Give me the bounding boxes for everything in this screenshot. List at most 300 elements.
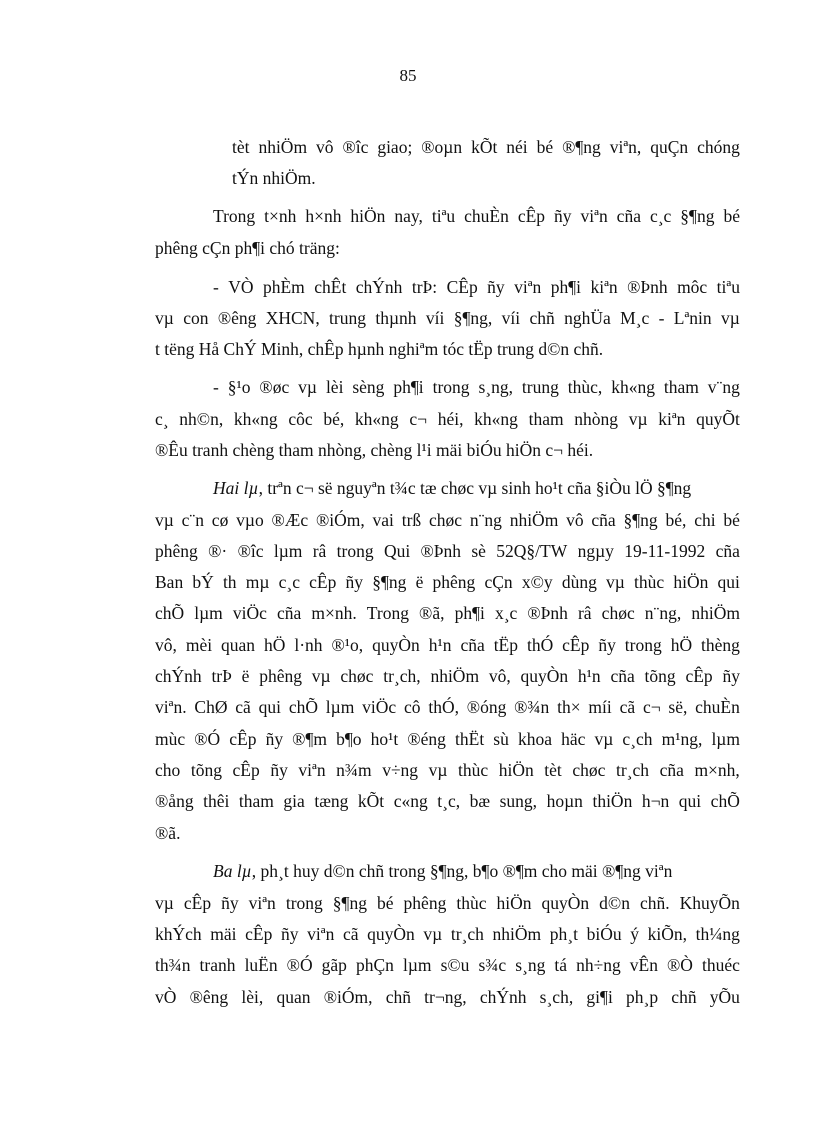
word: m¹ng, <box>661 729 703 749</box>
text-line: t tëng Hå ChÝ Minh, chÊp hµnh nghiªm tóc tËp trung d©n chñ. <box>155 339 604 359</box>
word: sè <box>471 541 486 561</box>
text-line <box>155 728 740 750</box>
word: 19-11-1992 <box>624 541 706 561</box>
word: ®éng <box>407 729 446 749</box>
word: tranh <box>199 955 236 975</box>
word: th× <box>557 697 581 717</box>
word: §¶ng <box>680 206 715 226</box>
word: ë <box>241 666 250 686</box>
word: vµ <box>298 377 318 397</box>
word: vµo <box>236 510 264 530</box>
word: lèi <box>325 377 344 397</box>
word: ho¹t <box>370 729 399 749</box>
word: th¼ng <box>695 924 740 944</box>
word: cÊp <box>232 760 260 780</box>
word: hiÖn <box>350 206 386 226</box>
word: râ <box>312 541 327 561</box>
word: kiªn <box>658 409 686 429</box>
word: m×nh. <box>311 603 357 623</box>
word: chuÈn <box>695 697 740 717</box>
word: ®Þnh <box>527 603 568 623</box>
word: thùc, <box>567 377 603 397</box>
word: Trong <box>213 206 256 226</box>
word: lµm <box>711 729 740 749</box>
word: §¶ng, <box>453 308 493 328</box>
word: c¸ch <box>622 729 653 749</box>
word: lµm <box>273 541 303 561</box>
word: §¶ng <box>372 572 407 592</box>
word: së, <box>668 697 688 717</box>
word: kh«ng <box>233 409 278 429</box>
word: vµ <box>606 572 625 592</box>
word: bé <box>377 893 394 913</box>
word: mèi <box>185 635 213 655</box>
word: tr¸ch, <box>383 666 421 686</box>
word: n¾m <box>336 760 372 780</box>
word: quyÒn <box>520 666 569 686</box>
word: cÊp <box>562 635 590 655</box>
text-line <box>155 602 740 624</box>
word: môc <box>677 277 708 297</box>
word: VÒ <box>228 277 254 297</box>
text-line-rest: , trªn c¬ së nguyªn t¾c tæ chøc vµ sinh ho¹t cña §iÒu lÖ §¶ng <box>258 478 692 498</box>
word: hiÖn <box>673 572 709 592</box>
word: vµ <box>155 308 174 328</box>
text-line <box>155 540 740 562</box>
word: tiªu <box>431 206 456 226</box>
word: trong <box>624 635 662 655</box>
word: h¹n <box>428 635 452 655</box>
word: khoa <box>517 729 552 749</box>
word: thèng <box>701 635 740 655</box>
word: mùc <box>155 729 186 749</box>
word: §¶ng <box>332 893 367 913</box>
word: ®Ò <box>667 955 693 975</box>
word: - <box>658 308 665 328</box>
word: gi¶i <box>586 987 613 1007</box>
word: nh÷ng <box>576 955 621 975</box>
word: bé, <box>665 510 687 530</box>
word: chñ <box>529 308 555 328</box>
word: ngµy <box>577 541 614 561</box>
word: qui <box>678 791 702 811</box>
word: vµ <box>428 760 448 780</box>
text-line <box>213 276 740 298</box>
word: ñy <box>722 666 740 686</box>
word: quÇn <box>650 137 689 157</box>
word: tõng <box>190 760 222 780</box>
word: phÇn <box>355 955 394 975</box>
word: cña <box>276 603 302 623</box>
word: - <box>213 377 219 397</box>
word: cÊp <box>245 924 273 944</box>
word: cÊp <box>517 206 546 226</box>
word: tõng <box>644 666 676 686</box>
word: ph¶i <box>550 277 582 297</box>
word: viÖc <box>362 697 397 717</box>
word: t×nh <box>264 206 297 226</box>
word: bé <box>723 206 740 226</box>
word: ®îc <box>237 541 264 561</box>
text-line: tÝn nhiÖm. <box>232 168 316 188</box>
word: s¾c <box>478 955 507 975</box>
word: cÊp <box>685 666 713 686</box>
word: cña <box>610 666 635 686</box>
word: quyÕt <box>696 409 740 429</box>
word: ph¶i <box>393 377 424 397</box>
word: ñy <box>598 635 616 655</box>
word: vµ <box>155 893 174 913</box>
word: ®oµn <box>421 137 463 157</box>
word: kÕt <box>471 137 498 157</box>
text-line <box>213 205 740 227</box>
word: s©u <box>440 955 470 975</box>
text-line <box>155 759 740 781</box>
word: h×nh <box>305 206 342 226</box>
word: ñy <box>487 277 505 297</box>
word: chuÈn <box>464 206 509 226</box>
word: ph¸t <box>549 924 578 944</box>
word: ®Ó <box>286 955 313 975</box>
word: x©y <box>521 572 553 592</box>
word: ®¾n <box>514 697 550 717</box>
text-line <box>155 986 740 1008</box>
word: ñy <box>265 729 284 749</box>
word: trÞ <box>211 666 232 686</box>
word: ®îc <box>342 137 369 157</box>
word: vµ <box>155 510 174 530</box>
word: quan <box>276 987 311 1007</box>
word: chÝnh <box>479 987 527 1007</box>
lead-phrase: Ba lµ <box>213 861 252 881</box>
word: phÈm <box>262 277 305 297</box>
word: trß <box>401 510 422 530</box>
word: ñy <box>221 893 239 913</box>
word: vµ <box>720 308 740 328</box>
word: thiÖn <box>592 791 633 811</box>
word: b¶o <box>336 729 362 749</box>
word: phêng <box>403 893 447 913</box>
word: s¸ng, <box>478 377 513 397</box>
word: ®iÓm, <box>323 987 373 1007</box>
word: vÒ <box>155 987 177 1007</box>
word: kh«ng <box>611 377 655 397</box>
word: Trong <box>366 603 409 623</box>
word: nhiÖm <box>509 510 559 530</box>
word: s¸ch, <box>539 987 574 1007</box>
word: tiªu <box>716 277 740 297</box>
word: hiÖn <box>498 760 534 780</box>
word: ®ång <box>155 791 194 811</box>
word: thùc <box>458 760 489 780</box>
word: víi <box>501 308 521 328</box>
word: v÷ng <box>382 760 419 780</box>
word: Lªnin <box>673 308 712 328</box>
word: chøc <box>428 510 463 530</box>
word: c¬ <box>409 409 427 429</box>
word: thÓ, <box>428 697 459 717</box>
word: häc <box>561 729 586 749</box>
word: râ <box>577 603 592 623</box>
word: hiÖn <box>496 893 532 913</box>
word: tr¸ch <box>450 924 484 944</box>
word: ®ã, <box>419 603 445 623</box>
word: tæng <box>314 791 349 811</box>
word: giao; <box>377 137 413 157</box>
word: n¨ng, <box>644 603 682 623</box>
word: c¸c <box>278 572 300 592</box>
word: cÇn <box>484 572 513 592</box>
text-line <box>155 954 740 976</box>
text-line <box>232 136 740 158</box>
word: cÊp <box>183 893 212 913</box>
word: quyÒn <box>372 635 420 655</box>
text-line <box>155 509 740 531</box>
word: h¬n <box>641 791 670 811</box>
word: luËn <box>244 955 278 975</box>
word: thùc <box>634 572 665 592</box>
word: chÕ <box>155 603 185 623</box>
word: míi <box>588 697 612 717</box>
word: cña <box>460 635 485 655</box>
word: lµm <box>194 603 223 623</box>
word: ®Þnh <box>627 277 668 297</box>
text-line <box>155 923 740 945</box>
word: bÝ <box>192 572 214 592</box>
word: phêng <box>432 572 476 592</box>
word: hoµn <box>546 791 583 811</box>
word: ChØ <box>194 697 228 717</box>
word: kh«ng <box>354 409 399 429</box>
word: d©n <box>599 893 630 913</box>
word: KhuyÕn <box>679 893 740 913</box>
word: ®Æc <box>271 510 309 530</box>
word: chøc <box>601 603 635 623</box>
word: chÝnh <box>355 277 403 297</box>
text-line <box>155 790 740 812</box>
word: c¸ <box>155 409 169 429</box>
word: nhòng <box>574 409 619 429</box>
word: chÝnh <box>155 666 202 686</box>
word: vµ <box>594 729 614 749</box>
word: biÓu <box>586 924 622 944</box>
word: qui <box>717 572 740 592</box>
word: con <box>183 308 209 328</box>
word: ®óng <box>466 697 507 717</box>
word: nhiÖm <box>258 137 308 157</box>
text-line <box>213 376 740 398</box>
word: vô <box>316 137 334 157</box>
word: trong <box>285 893 323 913</box>
word: nhiÖm <box>492 924 542 944</box>
word: quan <box>221 635 256 655</box>
word: tham <box>528 409 564 429</box>
word: ñy <box>345 572 364 592</box>
word: vai <box>372 510 394 530</box>
lead-phrase: Hai lµ <box>213 478 259 498</box>
word: cô <box>404 697 421 717</box>
word: tèt <box>232 137 250 157</box>
word: viªn. <box>155 697 187 717</box>
word: trong <box>432 377 470 397</box>
word: c¬ <box>642 697 661 717</box>
word: ®øc <box>259 377 290 397</box>
word: v¨ng <box>707 377 740 397</box>
word: Qui <box>383 541 411 561</box>
text-line <box>213 860 672 882</box>
word: h¹n <box>577 666 601 686</box>
word: bæ <box>469 791 491 811</box>
word: ñy <box>270 760 288 780</box>
word: cña <box>591 510 616 530</box>
word: nh©n, <box>179 409 224 429</box>
word: hÖ <box>264 635 286 655</box>
word: phêng <box>259 666 302 686</box>
text-line <box>213 477 691 499</box>
word: chñ. <box>639 893 670 913</box>
word: vµ <box>628 409 648 429</box>
word: lèi, <box>241 987 264 1007</box>
word: viªn <box>580 206 608 226</box>
word: trong <box>336 541 374 561</box>
text-line <box>155 696 740 718</box>
word: tham <box>238 791 274 811</box>
text-line: phêng cÇn ph¶i chó träng: <box>155 238 340 258</box>
word: nhiÖm <box>691 603 740 623</box>
word: cã <box>235 697 251 717</box>
word: - <box>213 277 219 297</box>
word: chóng <box>697 137 740 157</box>
word: M¸c <box>620 308 650 328</box>
word: kiÕn, <box>647 924 687 944</box>
word: mäi <box>210 924 237 944</box>
word: quyÒn <box>367 924 415 944</box>
text-line <box>155 634 740 656</box>
word: nhiÖm <box>430 666 480 686</box>
word: ®iÓm, <box>315 510 365 530</box>
word: kiªn <box>590 277 618 297</box>
word: dùng <box>561 572 597 592</box>
word: tá <box>554 955 568 975</box>
word: ñy <box>554 206 572 226</box>
text-line <box>155 665 740 687</box>
word: nghÜa <box>564 308 611 328</box>
word: sù <box>493 729 509 749</box>
word: bé <box>723 510 740 530</box>
word: vô <box>566 510 584 530</box>
word: yÕu <box>709 987 740 1007</box>
word: viÖc <box>232 603 267 623</box>
word: viªn <box>298 760 326 780</box>
word: c«ng <box>393 791 428 811</box>
word: nay, <box>394 206 423 226</box>
word: tham <box>663 377 699 397</box>
text-line <box>155 408 740 430</box>
text-line-rest: , ph¸t huy d©n chñ trong §¶ng, b¶o ®¶m cho mäi ®¶ng viªn <box>251 861 673 881</box>
word: s¸ng <box>515 955 546 975</box>
word: cã <box>342 924 359 944</box>
text-line: ®ã. <box>155 823 181 843</box>
word: chi <box>694 510 716 530</box>
page-number: 85 <box>399 66 417 85</box>
word: chÕ <box>288 697 318 717</box>
word: viªn <box>514 277 542 297</box>
word: CÊp <box>446 277 478 297</box>
word: kh«ng <box>474 409 518 429</box>
word: chÊt <box>314 277 347 297</box>
text-line <box>155 571 740 593</box>
text-line: ®Êu tranh chèng tham nhòng, chèng l¹i mäi biÓu hiÖn c¬ héi. <box>155 440 594 460</box>
word: c¸c <box>649 206 672 226</box>
word: ®¶m <box>292 729 328 749</box>
word: vô, <box>155 635 177 655</box>
word: cho <box>155 760 181 780</box>
word: n¨ng <box>469 510 502 530</box>
word: viªn <box>248 893 276 913</box>
word: ®Ó <box>194 729 221 749</box>
word: cña <box>715 541 740 561</box>
word: m×nh, <box>694 760 740 780</box>
word: x¸c <box>494 603 518 623</box>
word: khÝch <box>155 924 202 944</box>
word: ph¸p <box>626 987 659 1007</box>
word: ®¹o, <box>331 635 364 655</box>
word: tèt <box>544 760 562 780</box>
word: gãp <box>321 955 347 975</box>
word: héi, <box>437 409 464 429</box>
word: ®êng <box>189 987 229 1007</box>
word: bé <box>536 137 554 157</box>
word: viªn <box>307 924 335 944</box>
word: ®Þnh <box>420 541 462 561</box>
word: cña <box>659 760 684 780</box>
word: quyÒn <box>541 893 590 913</box>
word: cã <box>619 697 636 717</box>
word: thµnh <box>375 308 417 328</box>
word: tr¸ch <box>615 760 650 780</box>
word: trung <box>329 308 366 328</box>
word: lµm <box>402 955 432 975</box>
word: Ban <box>155 572 184 592</box>
word: cña <box>616 206 641 226</box>
word: ë <box>415 572 424 592</box>
word: cÊp <box>229 729 257 749</box>
word: ñy <box>281 924 299 944</box>
word: viªn, <box>609 137 642 157</box>
word: chñ <box>385 987 411 1007</box>
text-line <box>155 307 740 329</box>
word: trung <box>521 377 559 397</box>
word: ®¶ng <box>562 137 601 157</box>
word: c¨n <box>181 510 204 530</box>
word: thêi <box>203 791 230 811</box>
word: cø <box>211 510 229 530</box>
word: thËt <box>455 729 485 749</box>
word: qui <box>258 697 281 717</box>
word: tËp <box>493 635 518 655</box>
word: mµ <box>245 572 270 592</box>
word: lµm <box>325 697 355 717</box>
word: vµ <box>311 666 331 686</box>
word: t¸c, <box>437 791 461 811</box>
word: chÕ <box>710 791 740 811</box>
word: tr¬ng, <box>424 987 467 1007</box>
word: vÊn <box>629 955 658 975</box>
word: th <box>222 572 237 592</box>
word: th¾n <box>155 955 191 975</box>
word: l·nh <box>294 635 323 655</box>
word: ph¶i <box>454 603 485 623</box>
